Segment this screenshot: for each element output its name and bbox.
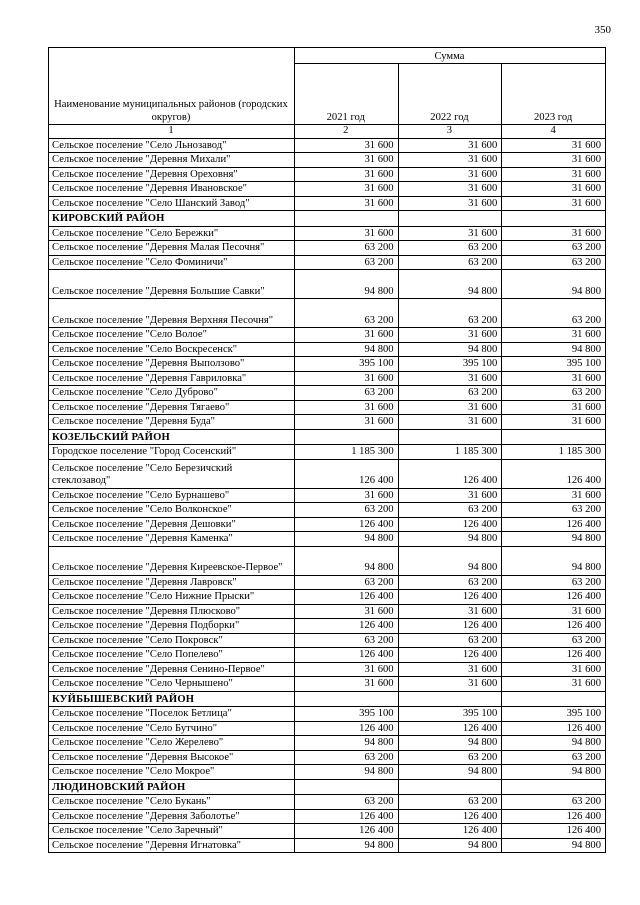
amount-2023: 63 200 (502, 255, 606, 270)
table-row (49, 255, 606, 270)
amount-2022: 63 200 (398, 241, 502, 256)
settlement-name: Сельское поселение "Деревня Ореховня" (49, 167, 295, 182)
amount-2021: 63 200 (294, 241, 398, 256)
empty-cell (502, 429, 606, 445)
district-name: КОЗЕЛЬСКИЙ РАЙОН (49, 429, 295, 445)
amount-2022: 31 600 (398, 415, 502, 430)
settlement-name: Сельское поселение "Деревня Ивановское" (49, 182, 295, 197)
amount-2021: 94 800 (294, 736, 398, 751)
amount-2022: 94 800 (398, 765, 502, 780)
amount-2022: 31 600 (398, 604, 502, 619)
amount-2023: 126 400 (502, 824, 606, 839)
amount-2021: 94 800 (294, 765, 398, 780)
amount-2022: 126 400 (398, 459, 502, 488)
amount-2023: 31 600 (502, 662, 606, 677)
amount-2023: 126 400 (502, 721, 606, 736)
amount-2022: 126 400 (398, 619, 502, 634)
amount-2023: 31 600 (502, 371, 606, 386)
amount-2021: 63 200 (294, 386, 398, 401)
amount-2023: 63 200 (502, 633, 606, 648)
amount-2023: 31 600 (502, 153, 606, 168)
amount-2021: 31 600 (294, 415, 398, 430)
table-row (49, 662, 606, 677)
header-year-2021: 2021 год (294, 64, 398, 125)
amount-2023: 63 200 (502, 575, 606, 590)
settlement-name: Сельское поселение "Село Букань" (49, 795, 295, 810)
empty-cell (294, 779, 398, 795)
settlement-name: Сельское поселение "Село Нижние Прыски" (49, 590, 295, 605)
amount-2023: 31 600 (502, 328, 606, 343)
amount-2022: 126 400 (398, 721, 502, 736)
amount-2021: 31 600 (294, 604, 398, 619)
amount-2023: 31 600 (502, 677, 606, 692)
amount-2021: 63 200 (294, 795, 398, 810)
empty-cell (502, 779, 606, 795)
district-row (49, 779, 606, 795)
amount-2023: 126 400 (502, 590, 606, 605)
settlement-name: Сельское поселение "Деревня Малая Песочня" (49, 241, 295, 256)
amount-2022: 63 200 (398, 503, 502, 518)
amount-2023: 94 800 (502, 838, 606, 853)
amount-2023: 63 200 (502, 241, 606, 256)
amount-2021: 126 400 (294, 824, 398, 839)
header-sum: Сумма (294, 48, 605, 64)
table-row (49, 604, 606, 619)
table-row (49, 677, 606, 692)
amount-2022: 126 400 (398, 648, 502, 663)
amount-2021: 395 100 (294, 707, 398, 722)
amount-2021: 31 600 (294, 138, 398, 153)
settlement-name: Сельское поселение "Село Чернышено" (49, 677, 295, 692)
amount-2022: 63 200 (398, 633, 502, 648)
amount-2021: 31 600 (294, 153, 398, 168)
settlement-name: Сельское поселение "Деревня Тягаево" (49, 400, 295, 415)
settlement-name: Сельское поселение "Деревня Михали" (49, 153, 295, 168)
header-year-2023: 2023 год (502, 64, 606, 125)
amount-2022: 63 200 (398, 386, 502, 401)
district-name: КУЙБЫШЕВСКИЙ РАЙОН (49, 691, 295, 707)
amount-2022: 31 600 (398, 226, 502, 241)
amount-2021: 63 200 (294, 750, 398, 765)
settlement-name: Сельское поселение "Село Березичский стеклозавод" (49, 459, 295, 488)
settlement-name: Сельское поселение "Село Льнозавод" (49, 138, 295, 153)
column-number: 2 (294, 125, 398, 139)
amount-2021: 31 600 (294, 488, 398, 503)
table-row (49, 328, 606, 343)
district-row (49, 211, 606, 227)
amount-2022: 31 600 (398, 328, 502, 343)
amount-2022: 31 600 (398, 182, 502, 197)
table-row (49, 546, 606, 575)
settlement-name: Сельское поселение "Село Волое" (49, 328, 295, 343)
table-row (49, 648, 606, 663)
table-row (49, 809, 606, 824)
table-row (49, 196, 606, 211)
empty-cell (398, 429, 502, 445)
empty-cell (502, 211, 606, 227)
amount-2022: 126 400 (398, 590, 502, 605)
table-row (49, 736, 606, 751)
settlement-name: Сельское поселение "Село Бутчино" (49, 721, 295, 736)
amount-2022: 94 800 (398, 270, 502, 299)
amount-2021: 94 800 (294, 342, 398, 357)
amount-2022: 63 200 (398, 299, 502, 328)
amount-2021: 94 800 (294, 546, 398, 575)
amount-2023: 126 400 (502, 809, 606, 824)
amount-2021: 126 400 (294, 721, 398, 736)
amount-2023: 94 800 (502, 765, 606, 780)
table-row (49, 619, 606, 634)
settlement-name: Сельское поселение "Деревня Подборки" (49, 619, 295, 634)
amount-2021: 31 600 (294, 226, 398, 241)
amount-2023: 395 100 (502, 707, 606, 722)
table-row (49, 824, 606, 839)
amount-2023: 94 800 (502, 270, 606, 299)
amount-2021: 94 800 (294, 838, 398, 853)
amount-2022: 31 600 (398, 400, 502, 415)
amount-2022: 126 400 (398, 517, 502, 532)
amount-2021: 31 600 (294, 182, 398, 197)
amount-2023: 94 800 (502, 736, 606, 751)
amount-2021: 63 200 (294, 575, 398, 590)
amount-2022: 63 200 (398, 255, 502, 270)
amount-2023: 63 200 (502, 750, 606, 765)
table-row (49, 241, 606, 256)
district-row (49, 691, 606, 707)
amount-2023: 31 600 (502, 604, 606, 619)
page-number: 350 (594, 24, 611, 36)
amount-2021: 31 600 (294, 196, 398, 211)
settlement-name: Городское поселение "Город Сосенский" (49, 445, 295, 460)
amount-2022: 31 600 (398, 488, 502, 503)
amount-2023: 31 600 (502, 182, 606, 197)
amount-2022: 63 200 (398, 575, 502, 590)
empty-cell (502, 691, 606, 707)
empty-cell (398, 691, 502, 707)
settlement-name: Сельское поселение "Деревня Дешовки" (49, 517, 295, 532)
amount-2021: 63 200 (294, 503, 398, 518)
settlement-name: Сельское поселение "Деревня Лавровск" (49, 575, 295, 590)
table-row (49, 517, 606, 532)
amount-2023: 31 600 (502, 167, 606, 182)
amount-2023: 395 100 (502, 357, 606, 372)
settlement-name: Сельское поселение "Деревня Сенино-Первое" (49, 662, 295, 677)
amount-2023: 31 600 (502, 138, 606, 153)
settlement-name: Сельское поселение "Село Мокрое" (49, 765, 295, 780)
table-row (49, 750, 606, 765)
settlement-name: Сельское поселение "Деревня Высокое" (49, 750, 295, 765)
district-name: КИРОВСКИЙ РАЙОН (49, 211, 295, 227)
amount-2023: 63 200 (502, 795, 606, 810)
amount-2021: 63 200 (294, 633, 398, 648)
amount-2021: 126 400 (294, 648, 398, 663)
settlement-name: Сельское поселение "Деревня Киреевское-Первое" (49, 546, 295, 575)
amount-2023: 94 800 (502, 532, 606, 547)
amount-2022: 395 100 (398, 707, 502, 722)
settlement-name: Сельское поселение "Село Попелево" (49, 648, 295, 663)
amount-2021: 31 600 (294, 677, 398, 692)
settlement-name: Сельское поселение "Село Волконское" (49, 503, 295, 518)
table-row (49, 226, 606, 241)
table-row (49, 633, 606, 648)
table-row (49, 503, 606, 518)
header-year-2022: 2022 год (398, 64, 502, 125)
amount-2023: 94 800 (502, 342, 606, 357)
table-row (49, 532, 606, 547)
amount-2021: 395 100 (294, 357, 398, 372)
settlement-name: Сельское поселение "Деревня Буда" (49, 415, 295, 430)
amount-2023: 31 600 (502, 400, 606, 415)
amount-2021: 94 800 (294, 532, 398, 547)
settlement-name: Сельское поселение "Деревня Выползово" (49, 357, 295, 372)
amount-2022: 31 600 (398, 167, 502, 182)
amount-2022: 31 600 (398, 677, 502, 692)
amount-2022: 94 800 (398, 532, 502, 547)
amount-2021: 63 200 (294, 299, 398, 328)
amount-2022: 63 200 (398, 795, 502, 810)
settlement-name: Сельское поселение "Деревня Заболотье" (49, 809, 295, 824)
amount-2022: 31 600 (398, 196, 502, 211)
table-row (49, 765, 606, 780)
amount-2023: 31 600 (502, 488, 606, 503)
amount-2021: 31 600 (294, 371, 398, 386)
amount-2022: 31 600 (398, 138, 502, 153)
table-row (49, 415, 606, 430)
amount-2022: 395 100 (398, 357, 502, 372)
amount-2023: 31 600 (502, 196, 606, 211)
settlement-name: Сельское поселение "Деревня Игнатовка" (49, 838, 295, 853)
amount-2021: 63 200 (294, 255, 398, 270)
table-row (49, 270, 606, 299)
table-row (49, 153, 606, 168)
amount-2021: 126 400 (294, 809, 398, 824)
settlement-name: Сельское поселение "Деревня Большие Савки" (49, 270, 295, 299)
settlement-name: Сельское поселение "Село Бурнашево" (49, 488, 295, 503)
table-row (49, 299, 606, 328)
column-number: 1 (49, 125, 295, 139)
table-row (49, 590, 606, 605)
empty-cell (294, 211, 398, 227)
amount-2023: 1 185 300 (502, 445, 606, 460)
table-row (49, 386, 606, 401)
table-row (49, 721, 606, 736)
table-row (49, 488, 606, 503)
amount-2022: 126 400 (398, 824, 502, 839)
amount-2022: 31 600 (398, 153, 502, 168)
table-row (49, 167, 606, 182)
amount-2023: 94 800 (502, 546, 606, 575)
settlement-name: Сельское поселение "Село Воскресенск" (49, 342, 295, 357)
amount-2022: 63 200 (398, 750, 502, 765)
settlement-name: Сельское поселение "Деревня Верхняя Песочня" (49, 299, 295, 328)
table-row (49, 138, 606, 153)
district-row (49, 429, 606, 445)
table-row (49, 575, 606, 590)
settlement-name: Сельское поселение "Деревня Каменка" (49, 532, 295, 547)
amount-2023: 31 600 (502, 226, 606, 241)
amount-2022: 31 600 (398, 371, 502, 386)
settlement-name: Сельское поселение "Село Шанский Завод" (49, 196, 295, 211)
table-row (49, 371, 606, 386)
table-row (49, 459, 606, 488)
amount-2023: 63 200 (502, 299, 606, 328)
empty-cell (294, 691, 398, 707)
amount-2021: 31 600 (294, 662, 398, 677)
settlement-name: Сельское поселение "Село Бережки" (49, 226, 295, 241)
empty-cell (398, 779, 502, 795)
budget-table (48, 47, 606, 853)
amount-2021: 31 600 (294, 167, 398, 182)
district-name: ЛЮДИНОВСКИЙ РАЙОН (49, 779, 295, 795)
settlement-name: Сельское поселение "Село Заречный" (49, 824, 295, 839)
amount-2021: 1 185 300 (294, 445, 398, 460)
amount-2022: 94 800 (398, 546, 502, 575)
header-name-column: Наименование муниципальных районов (городских округов) (49, 48, 295, 125)
settlement-name: Сельское поселение "Село Дуброво" (49, 386, 295, 401)
settlement-name: Сельское поселение "Поселок Бетлица" (49, 707, 295, 722)
amount-2021: 126 400 (294, 619, 398, 634)
settlement-name: Сельское поселение "Село Жерелево" (49, 736, 295, 751)
table-body (49, 138, 606, 853)
amount-2022: 94 800 (398, 838, 502, 853)
amount-2021: 31 600 (294, 400, 398, 415)
amount-2023: 126 400 (502, 517, 606, 532)
amount-2023: 126 400 (502, 459, 606, 488)
amount-2023: 31 600 (502, 415, 606, 430)
column-number: 4 (502, 125, 606, 139)
table-row (49, 445, 606, 460)
amount-2023: 126 400 (502, 648, 606, 663)
table-row (49, 400, 606, 415)
amount-2023: 63 200 (502, 386, 606, 401)
amount-2023: 126 400 (502, 619, 606, 634)
amount-2021: 126 400 (294, 517, 398, 532)
amount-2023: 63 200 (502, 503, 606, 518)
settlement-name: Сельское поселение "Село Фоминичи" (49, 255, 295, 270)
table-row (49, 707, 606, 722)
amount-2021: 94 800 (294, 270, 398, 299)
amount-2021: 31 600 (294, 328, 398, 343)
settlement-name: Сельское поселение "Село Покровск" (49, 633, 295, 648)
amount-2021: 126 400 (294, 590, 398, 605)
table-row (49, 182, 606, 197)
settlement-name: Сельское поселение "Деревня Гавриловка" (49, 371, 295, 386)
amount-2022: 31 600 (398, 662, 502, 677)
table-row (49, 795, 606, 810)
amount-2022: 94 800 (398, 342, 502, 357)
amount-2022: 94 800 (398, 736, 502, 751)
amount-2021: 126 400 (294, 459, 398, 488)
amount-2022: 1 185 300 (398, 445, 502, 460)
table-row (49, 342, 606, 357)
table-row (49, 838, 606, 853)
table-row (49, 357, 606, 372)
empty-cell (398, 211, 502, 227)
column-number: 3 (398, 125, 502, 139)
settlement-name: Сельское поселение "Деревня Плюсково" (49, 604, 295, 619)
empty-cell (294, 429, 398, 445)
amount-2022: 126 400 (398, 809, 502, 824)
